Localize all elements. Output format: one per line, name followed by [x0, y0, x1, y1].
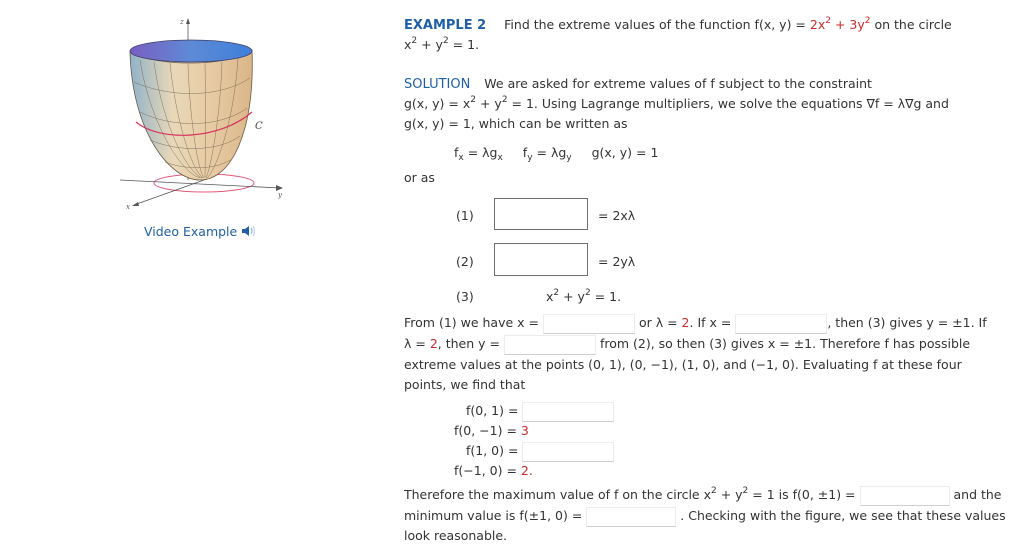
f-0-1-input[interactable] [522, 402, 614, 422]
video-example-link[interactable]: Video Example [144, 224, 238, 239]
eval-f-0-1: f(0, 1) = [466, 401, 614, 422]
example-label: EXAMPLE 2 [404, 18, 487, 33]
statement-fn-b: + 3y [830, 17, 865, 32]
statement-text: Find the extreme values of the function f(x, y) = [504, 17, 810, 32]
f-1-0-input[interactable] [522, 442, 614, 462]
paraboloid-figure [110, 12, 300, 212]
statement-line2: $x^2 + y^2 = 1$. [404, 36, 480, 52]
minimum-value-input[interactable] [586, 507, 676, 527]
eq3-body: $x^2 + y^2 = 1$. [546, 288, 622, 304]
curve-c-label: C [255, 121, 263, 132]
solution-label: SOLUTION [404, 77, 471, 92]
statement-fn-a: 2x [809, 17, 826, 32]
maximum-value-input[interactable] [860, 486, 950, 506]
conclusion-line1: Therefore the maximum value of f on the circle $x^2 + y^2 = 1$ is f(0, ±1) = and the [404, 485, 1002, 506]
video-example[interactable] [144, 224, 257, 239]
conclusion-line3: look reasonable. [404, 528, 508, 543]
x-value-input-2[interactable] [735, 314, 827, 334]
solution-line3: g(x, y) = 1, which can be written as [404, 116, 628, 131]
or-as-text: or as [404, 170, 435, 185]
y-value-input[interactable] [504, 335, 596, 355]
y-axis-label: y [278, 191, 282, 199]
z-axis-label: z [180, 18, 184, 26]
paragraph-line4: points, we find that [404, 377, 526, 392]
eq1-rhs: = 2xλ [598, 208, 636, 223]
solution-line2: g(x, $y) = x^2 + y^2 = 1$. Using Lagrange multipliers, we solve the equations ∇f = λ∇g and [404, 95, 949, 111]
conclusion-line2: minimum value is f(±1, 0) = . Checking with the figure, we see that these values [404, 506, 1006, 527]
eq2-input-box[interactable] [494, 243, 588, 276]
speaker-icon[interactable] [241, 224, 257, 238]
eq2-rhs: = 2yλ [598, 254, 636, 269]
x-value-input-1[interactable] [543, 314, 635, 334]
paragraph-line3: extreme values at the points (0, 1), (0, −1), (1, 0), and (−1, 0). Evaluating f at these four [404, 357, 962, 372]
lagrange-equations: $f_x = \lambda g_x$ $f_y = \lambda g_y$ g(x, y) = 1 [454, 145, 659, 163]
example-statement: EXAMPLE 2 Find the extreme values of the function f(x, $y) = 2x^2 + 3y^2$ on the circle [404, 16, 952, 33]
x-axis-label: x [126, 203, 130, 211]
eval-f-1-0: f(1, 0) = [466, 441, 614, 462]
eq1-number: (1) [456, 208, 474, 223]
paragraph-line1: From (1) we have x = or λ = 2. If x = , then (3) gives y = ±1. If [404, 313, 987, 334]
eq3-number: (3) [456, 289, 474, 304]
solution-line1: SOLUTION We are asked for extreme values of f subject to the constraint [404, 76, 872, 92]
eq1-input-box[interactable] [494, 198, 588, 230]
eq2-number: (2) [456, 254, 474, 269]
paraboloid-graph [110, 12, 300, 212]
eval-f-0-neg1: f(0, −1) = 3 [454, 423, 529, 438]
eval-f-neg1-0: f(−1, 0) = 2. [454, 463, 533, 478]
paragraph-line2: λ = 2, then y = from (2), so then (3) gives x = ±1. Therefore f has possible [404, 334, 970, 355]
